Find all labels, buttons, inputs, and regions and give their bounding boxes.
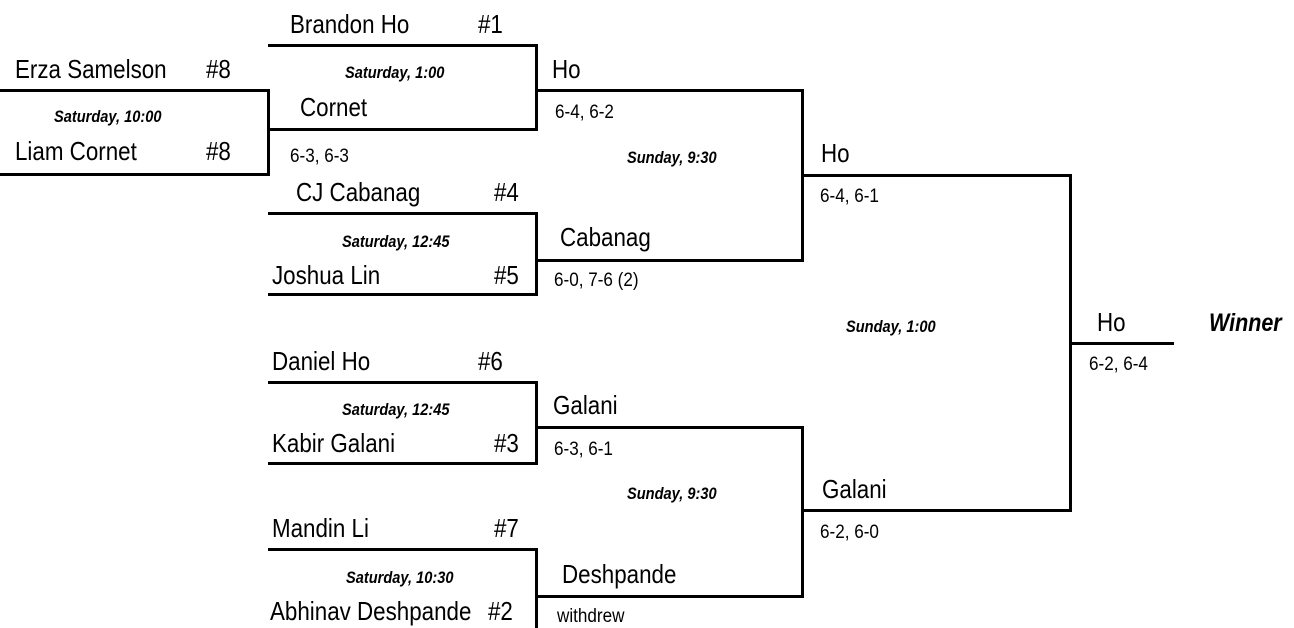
r2m1-top-line (536, 89, 804, 92)
r2-winner-4: Deshpande (562, 559, 677, 589)
r2m2-connector (801, 426, 804, 598)
r1m1-bottom-line (268, 128, 538, 131)
r3-top-line (802, 174, 1072, 177)
r3-bottom-line (802, 509, 1072, 512)
r1m3-top-seed: #6 (478, 346, 503, 376)
r1m2-match-time: Saturday, 12:45 (342, 232, 450, 251)
r1m3-top-player: Daniel Ho (272, 346, 371, 376)
r1m3-match-time: Saturday, 12:45 (342, 400, 450, 419)
r1m3-bottom-line (268, 462, 538, 465)
r1m2-top-seed: #4 (494, 177, 519, 207)
r2-winner-2: Cabanag (560, 222, 651, 252)
r2-winner-3: Galani (553, 390, 618, 420)
r1m4-top-player: Mandin Li (272, 513, 369, 543)
r3-winner-1: Ho (821, 138, 850, 168)
r1m2-top-line (268, 212, 538, 215)
r1m2-bottom-seed: #5 (494, 260, 519, 290)
r1m1-match-time: Saturday, 1:00 (345, 63, 445, 82)
r1m1-top-player: Brandon Ho (290, 9, 410, 39)
r2m1-bottom-line (536, 259, 804, 262)
champion-score: 6-2, 6-4 (1089, 354, 1148, 375)
playin-match-time: Saturday, 10:00 (54, 107, 162, 126)
r1m4-bottom-player: Abhinav Deshpande (270, 596, 472, 626)
r1m1-connector (535, 44, 538, 131)
r1m4-match-time: Saturday, 10:30 (346, 568, 454, 587)
playin-bottom-seed: #8 (206, 136, 231, 166)
playin-connector (267, 89, 270, 176)
playin-bottom-player: Liam Cornet (15, 136, 137, 166)
r1m3-bottom-player: Kabir Galani (272, 428, 396, 458)
r1m4-bottom-seed: #2 (488, 596, 513, 626)
r1m3-connector (535, 381, 538, 465)
r1m1-bottom-player: Cornet (300, 92, 368, 122)
r3-winner-2: Galani (822, 474, 887, 504)
r2-score-3: 6-3, 6-1 (554, 439, 613, 460)
r2-winner-1: Ho (552, 54, 581, 84)
r2m2-top-line (536, 426, 804, 429)
playin-score: 6-3, 6-3 (290, 146, 349, 167)
playin-top-line (0, 89, 270, 92)
r1m3-top-line (268, 381, 538, 384)
r1m3-bottom-seed: #3 (494, 428, 519, 458)
r3-score-1: 6-4, 6-1 (820, 186, 879, 207)
final-match-time: Sunday, 1:00 (846, 317, 936, 336)
r1m2-bottom-player: Joshua Lin (272, 260, 381, 290)
r1m4-top-seed: #7 (494, 513, 519, 543)
r2m1-match-time: Sunday, 9:30 (627, 148, 717, 167)
r1m4-connector (535, 548, 538, 628)
r2m2-bottom-line (536, 595, 804, 598)
playin-bottom-line (0, 173, 270, 176)
winner-label: Winner (1209, 309, 1282, 337)
champion-line (1070, 342, 1174, 345)
r2-score-4: withdrew (557, 606, 625, 627)
playin-top-player: Erza Samelson (15, 54, 167, 84)
champion-name: Ho (1097, 307, 1126, 337)
r1m4-top-line (268, 548, 538, 551)
r1m2-connector (535, 212, 538, 296)
r2m2-match-time: Sunday, 9:30 (627, 484, 717, 503)
r2-score-2: 6-0, 7-6 (2) (554, 270, 639, 291)
r1m1-top-seed: #1 (478, 9, 503, 39)
r1m1-top-line (268, 44, 538, 47)
r1m2-bottom-line (268, 293, 538, 296)
r2-score-1: 6-4, 6-2 (555, 102, 614, 123)
r3-score-2: 6-2, 6-0 (820, 522, 879, 543)
r1m2-top-player: CJ Cabanag (296, 177, 421, 207)
playin-top-seed: #8 (206, 54, 231, 84)
